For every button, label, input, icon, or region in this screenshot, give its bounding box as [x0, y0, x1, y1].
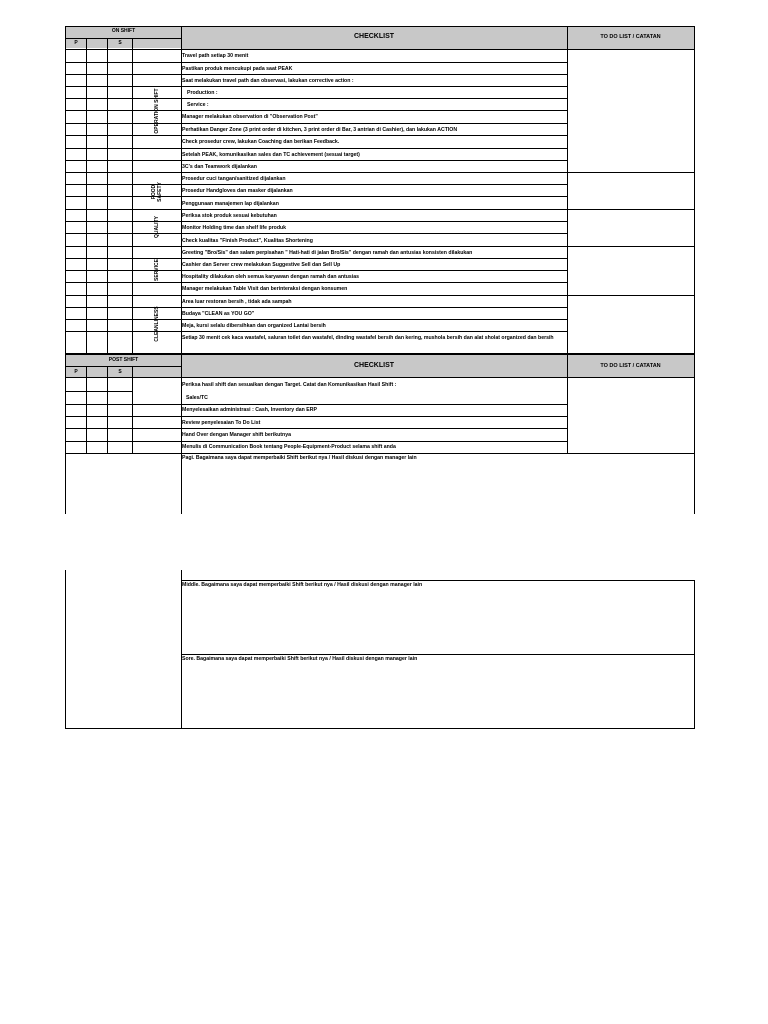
divider [66, 148, 567, 149]
divider [181, 454, 182, 514]
checklist-item: Budaya "CLEAN as YOU GO" [182, 311, 255, 317]
checklist-item: Greeting "Bro/Sis" dan salam perpisahan " Hati-hati di jalan Bro/Sis" dengan ramah dan antusias konsisten dilakukan [182, 250, 473, 256]
checklist-item: Manager melakukan observation di "Observation Post" [182, 114, 318, 120]
checklist-item: Hospitality dilakukan oleh semua karyawan dengan ramah dan antusias [182, 274, 360, 280]
divider [66, 307, 567, 308]
post-shift-label: POST SHIFT [108, 357, 139, 363]
checklist-item: Setiap 30 menit cek kaca wastafel, saluran toilet dan wastafel, dinding wastafel bersih dan kering, mushola bersih dan alat sholat organized dan bersih [182, 335, 554, 341]
divider [132, 366, 133, 453]
divider [66, 404, 567, 405]
divider [66, 319, 567, 320]
reflection-pagi: Pagi. Bagaimana saya dapat memperbaiki Shift berikut nya / Hasil diskusi dengan manager lain [182, 455, 417, 461]
divider [66, 331, 567, 332]
divider [181, 580, 695, 581]
checklist-item: Perhatikan Danger Zone (3 print order di kitchen, 3 print order di Bar, 3 antrian di Cashier), dan lakukan ACTION [182, 127, 458, 133]
checklist-item: Prosedur Handgloves dan masker dijalankan [182, 188, 293, 194]
divider [66, 377, 695, 378]
divider [65, 570, 66, 728]
divider [107, 366, 108, 453]
col-s-label: S [118, 40, 122, 46]
divider [66, 270, 567, 271]
divider [66, 38, 181, 39]
section-operation-shift: OPERATION SHIFT [154, 88, 160, 134]
divider [66, 366, 181, 367]
checklist-item: Penggunaan manajemen lap dijalankan [182, 201, 279, 207]
divider [66, 74, 567, 75]
post-checklist-header: CHECKLIST [353, 362, 395, 369]
section-service: SERVICE [154, 259, 160, 281]
divider [66, 209, 695, 210]
checklist-item: Prosedur cuci tangan/sanitized dijalankan [182, 176, 286, 182]
reflection-middle: Middle. Bagaimana saya dapat memperbaiki Shift berikut nya / Hasil diskusi dengan manager lain [182, 582, 423, 588]
divider [66, 282, 567, 283]
post-checklist-item: Sales/TC [186, 395, 208, 401]
checklist-item: Periksa stok produk sesuai kebutuhan [182, 213, 277, 219]
checklist-item: Cashier dan Server crew melakukan Suggestive Sell dan Sell Up [182, 262, 341, 268]
checklist-item: Saat melakukan travel path dan observasi, lakukan corrective action : [182, 78, 354, 84]
col-p-label: P [74, 40, 78, 46]
divider [66, 184, 567, 185]
divider [66, 295, 695, 296]
divider [66, 160, 567, 161]
divider [66, 391, 132, 392]
checklist-item: Check prosedur crew, lakukan Coaching dan berikan Feedback. [182, 139, 340, 145]
checklist-item: Travel path setiap 30 menit [182, 53, 249, 59]
divider [66, 428, 567, 429]
checklist-header: CHECKLIST [353, 33, 395, 40]
divider [66, 233, 567, 234]
divider [66, 441, 567, 442]
checklist-item: 3C's dan Teamwork dijalankan [182, 164, 257, 170]
divider [66, 123, 567, 124]
divider [66, 196, 567, 197]
todo-header: TO DO LIST / CATATAN [600, 34, 661, 40]
divider [66, 135, 567, 136]
on-shift-label: ON SHIFT [111, 28, 136, 34]
section-cleanliness: CLEANLINESS [154, 306, 160, 342]
divider [567, 354, 568, 453]
divider [66, 258, 567, 259]
checklist-item: Setelah PEAK, komunikasikan sales dan TC achievement (sesuai target) [182, 152, 360, 158]
checklist-item: Meja, kursi selalu dibersihkan dan organized Lantai bersih [182, 323, 326, 329]
section-food-safety: FOOD SAFETY [151, 182, 163, 202]
divider [66, 416, 567, 417]
post-checklist-item: Menyelesaikan administrasi : Cash, Inventory dan ERP [182, 407, 317, 413]
reflection-sore: Sore. Bagaimana saya dapat memperbaiki Shift berikut nya / Hasil diskusi dengan manager lain [182, 656, 418, 662]
divider [66, 49, 695, 50]
divider [66, 98, 567, 99]
checklist-item: Manager melakukan Table Visit dan berinteraksi dengan konsumen [182, 286, 348, 292]
checklist-item: Pastikan produk mencukupi pada saat PEAK [182, 66, 293, 72]
post-checklist-item: Hand Over dengan Manager shift berikutnya [182, 432, 291, 438]
divider [181, 570, 182, 728]
post-col-s-label: S [118, 369, 122, 375]
post-checklist-item: Menulis di Communication Book tentang People-Equipment-Product selama shift anda [182, 444, 396, 450]
post-checklist-item: Periksa hasil shift dan sesuaikan dengan Target. Catat dan Komunikasikan Hasil Shift : [182, 382, 397, 388]
checklist-item: Area luar restoran bersih , tidak ada sampah [182, 299, 292, 305]
divider [65, 454, 66, 514]
divider [86, 366, 87, 453]
post-col-p-label: P [74, 369, 78, 375]
post-todo-header: TO DO LIST / CATATAN [600, 363, 661, 369]
divider [65, 728, 695, 729]
divider [66, 62, 567, 63]
section-quality: QUALITY [154, 216, 160, 238]
divider [181, 654, 695, 655]
checklist-item: Production : [187, 90, 218, 96]
divider [694, 454, 695, 514]
checklist-item: Monitor Holding time dan shelf life produk [182, 225, 287, 231]
divider [66, 86, 567, 87]
divider [66, 221, 567, 222]
divider [66, 172, 695, 173]
divider [66, 246, 695, 247]
checklist-item: Service : [187, 102, 209, 108]
divider [567, 26, 568, 354]
checklist-item: Check kualitas "Finish Product", Kualitas Shortening [182, 238, 313, 244]
post-checklist-item: Review penyelesaian To Do List [182, 420, 261, 426]
divider [66, 110, 567, 111]
